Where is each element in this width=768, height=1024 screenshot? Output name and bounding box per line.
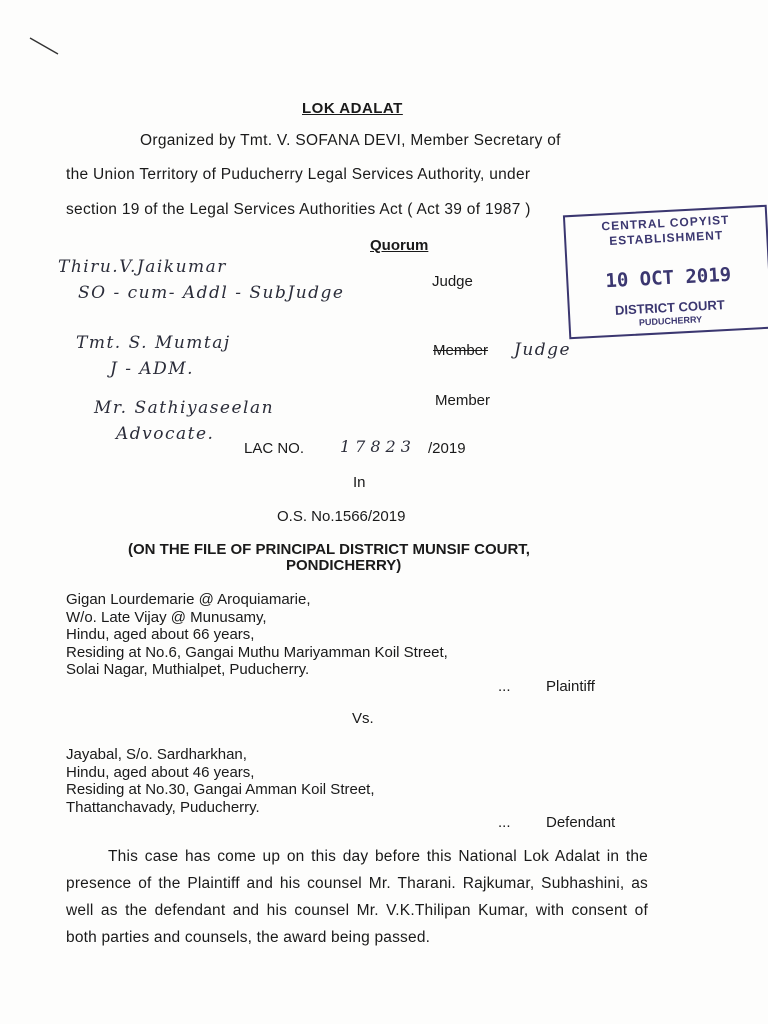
stamp-place: PUDUCHERRY bbox=[638, 314, 703, 328]
judge-label: Judge bbox=[432, 273, 473, 290]
plaintiff-role: Plaintiff bbox=[546, 678, 595, 695]
defendant-line: Residing at No.30, Gangai Amman Koil Street, bbox=[66, 781, 375, 798]
defendant-line: Hindu, aged about 46 years, bbox=[66, 763, 255, 781]
defendant-role: Defendant bbox=[546, 814, 616, 831]
in-word: In bbox=[353, 474, 366, 491]
pen-mark bbox=[26, 34, 66, 60]
handwritten-member2-name: Mr. Sathiyaseelan bbox=[94, 398, 275, 418]
suit-number: O.S. No.1566/2019 bbox=[277, 508, 406, 525]
defendant-line: Thattanchavady, Puducherry. bbox=[66, 798, 260, 816]
handwritten-member1-name: Tmt. S. Mumtaj bbox=[76, 333, 231, 353]
handwritten-judge-correction: Judge bbox=[514, 340, 572, 360]
lac-year: /2019 bbox=[428, 440, 466, 457]
intro-line-3: section 19 of the Legal Services Authorities Act ( Act 39 of 1987 ) bbox=[66, 201, 531, 218]
plaintiff-line: Residing at No.6, Gangai Muthu Mariyamman Koil Street, bbox=[66, 643, 448, 661]
copyist-stamp bbox=[563, 205, 768, 340]
defendant-dots: ... bbox=[498, 814, 511, 831]
court-file-line-1: (ON THE FILE OF PRINCIPAL DISTRICT MUNSIF COURT, bbox=[128, 541, 530, 558]
plaintiff-address bbox=[66, 591, 448, 679]
stamp-court: DISTRICT COURT bbox=[614, 297, 726, 318]
versus-label: Vs. bbox=[352, 710, 374, 727]
handwritten-member1-designation: J - ADM. bbox=[110, 359, 195, 379]
plaintiff-dots: ... bbox=[498, 678, 511, 695]
defendant-address bbox=[66, 746, 375, 816]
lac-number: 17823 bbox=[340, 437, 416, 456]
defendant-line: Jayabal, S/o. Sardharkhan, bbox=[66, 746, 247, 763]
intro-line-1: Organized by Tmt. V. SOFANA DEVI, Member Secretary of bbox=[140, 132, 561, 149]
court-file-line-2: PONDICHERRY) bbox=[286, 557, 402, 574]
plaintiff-line: Solai Nagar, Muthialpet, Puducherry. bbox=[66, 661, 310, 678]
award-paragraph: This case has come up on this day before this National Lok Adalat in the presence of the Plaintiff and his counsel Mr. Tharani. Rajkumar, Subhashini, as well as the defendant and his counsel Mr. V.K.Thilipan Kumar, with consent of both parties and counsels, the award being passed. bbox=[66, 848, 648, 946]
handwritten-judge-name: Thiru.V.Jaikumar bbox=[58, 257, 227, 277]
plaintiff-line: Hindu, aged about 66 years, bbox=[66, 626, 255, 643]
stamp-line-2: ESTABLISHMENT bbox=[608, 228, 724, 249]
stamp-date: 10 OCT 2019 bbox=[604, 263, 732, 293]
intro-line-2: the Union Territory of Puducherry Legal Services Authority, under bbox=[66, 166, 531, 183]
handwritten-judge-designation: SO - cum- Addl - SubJudge bbox=[78, 283, 345, 303]
plaintiff-line: W/o. Late Vijay @ Munusamy, bbox=[66, 608, 267, 626]
quorum-heading: Quorum bbox=[370, 237, 429, 254]
member-label-struck: Member bbox=[433, 342, 489, 359]
lac-label: LAC NO. bbox=[244, 440, 305, 457]
stamp-line-1: CENTRAL COPYIST bbox=[601, 212, 730, 234]
handwritten-member2-designation: Advocate. bbox=[116, 424, 215, 444]
document-title: LOK ADALAT bbox=[302, 100, 403, 117]
plaintiff-line: Gigan Lourdemarie @ Aroquiamarie, bbox=[66, 591, 311, 608]
member-label: Member bbox=[435, 392, 491, 409]
